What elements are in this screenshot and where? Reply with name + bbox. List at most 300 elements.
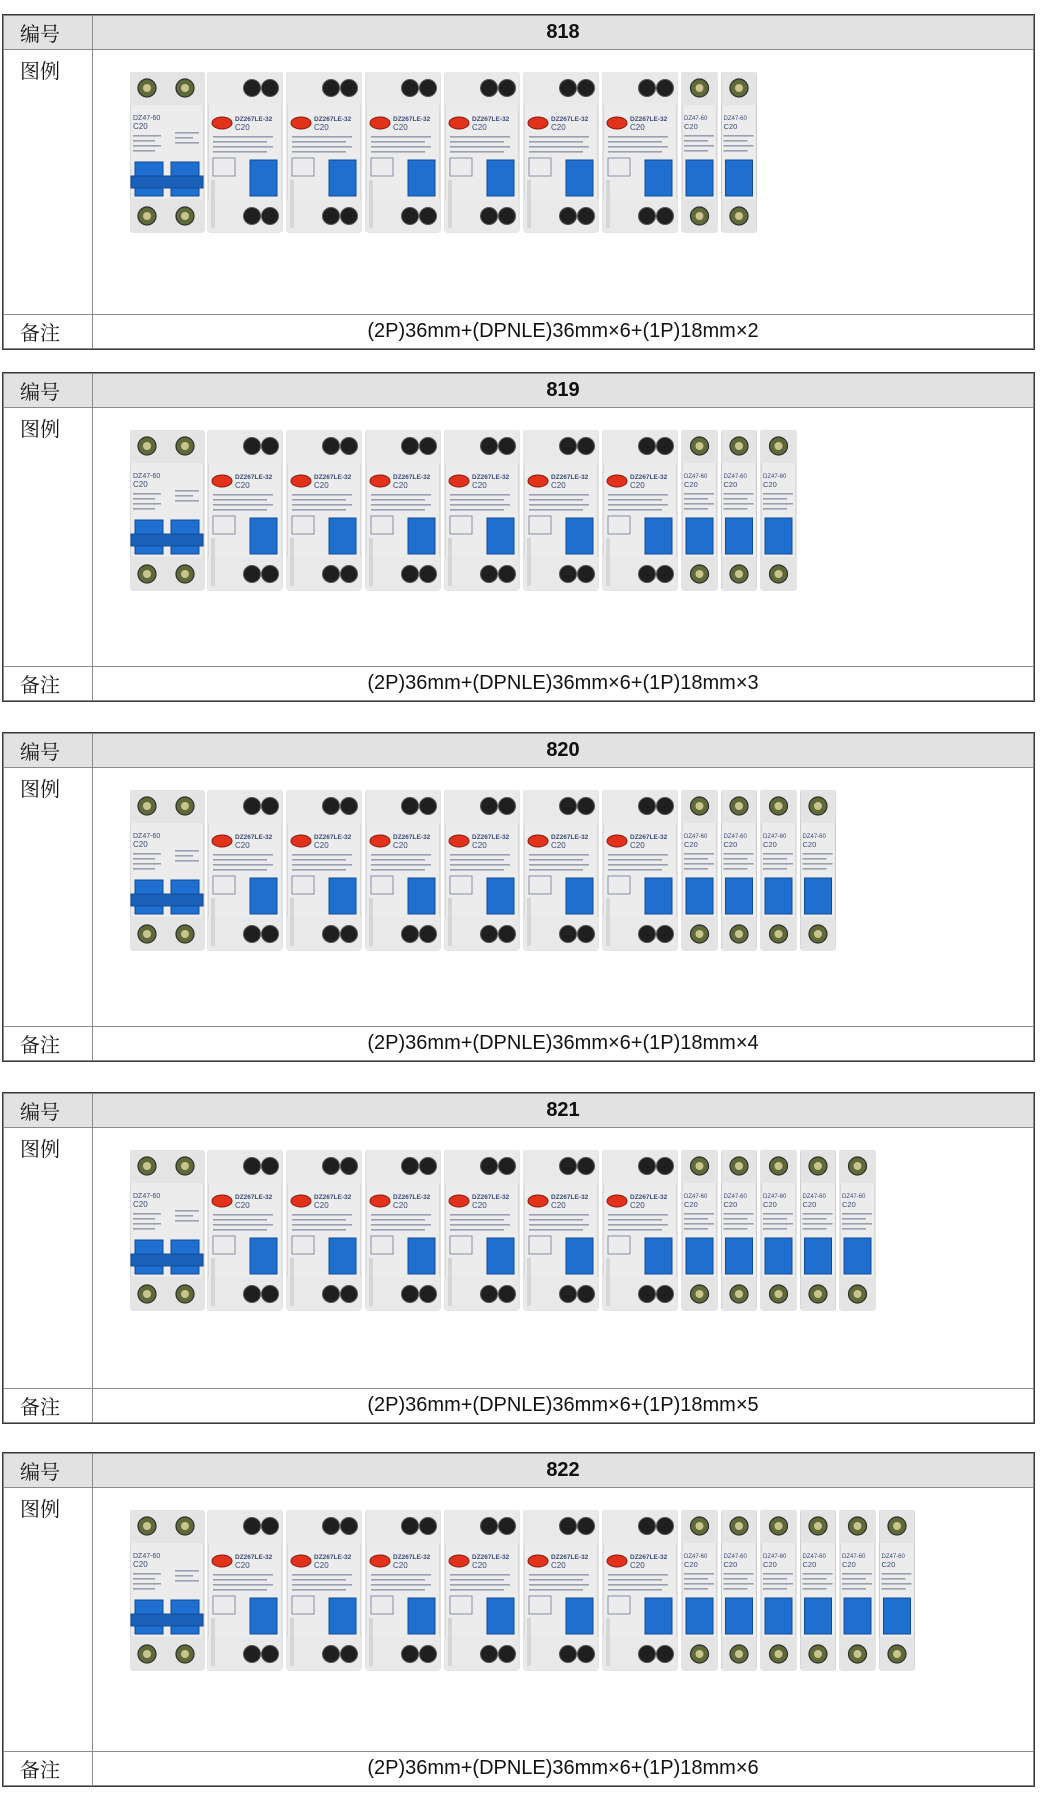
- terminal-screw-icon: [420, 798, 437, 815]
- svg-text:DZ267LE-32: DZ267LE-32: [630, 116, 668, 123]
- handle: [726, 160, 753, 196]
- handle: [805, 1238, 832, 1274]
- breaker-1p: [722, 1510, 757, 1670]
- svg-text:DZ47-60: DZ47-60: [684, 116, 708, 122]
- terminal-screw-icon: [499, 80, 516, 97]
- terminal-screw-icon: [639, 1286, 656, 1303]
- terminal-screw-icon: [402, 926, 419, 943]
- terminal-screw-icon: [481, 1646, 498, 1663]
- breaker-1p: [682, 430, 717, 590]
- svg-text:DZ267LE-32: DZ267LE-32: [314, 1194, 352, 1201]
- svg-text:DZ267LE-32: DZ267LE-32: [393, 834, 431, 841]
- svg-text:C20: C20: [393, 123, 408, 132]
- terminal-screw-icon: [560, 798, 577, 815]
- svg-text:DZ47-60: DZ47-60: [684, 474, 708, 480]
- svg-text:C20: C20: [314, 1561, 329, 1570]
- terminal-screw-icon: [420, 438, 437, 455]
- terminal-screw-icon: [560, 1518, 577, 1535]
- terminal-screw-icon: [639, 208, 656, 225]
- handle: [408, 878, 435, 914]
- svg-text:DZ47-60: DZ47-60: [802, 1554, 826, 1560]
- svg-text:C20: C20: [551, 1201, 566, 1210]
- remark-label: 备注: [4, 315, 93, 349]
- terminal-screw-icon: [402, 1518, 419, 1535]
- number-label: 编号: [4, 1454, 93, 1488]
- breaker-dpnle: [603, 430, 677, 590]
- terminal-screw-icon: [244, 926, 261, 943]
- svg-text:DZ267LE-32: DZ267LE-32: [235, 1194, 273, 1201]
- breaker-dpnle: [524, 1150, 598, 1310]
- svg-text:C20: C20: [763, 840, 777, 849]
- table-number: 819: [93, 374, 1034, 408]
- handle: [844, 1238, 871, 1274]
- terminal-screw-icon: [341, 1646, 358, 1663]
- svg-text:C20: C20: [684, 1560, 698, 1569]
- terminal-screw-icon: [578, 1286, 595, 1303]
- terminal-screw-icon: [323, 1158, 340, 1175]
- terminal-screw-icon: [323, 566, 340, 583]
- test-button-icon: [370, 117, 390, 129]
- terminal-screw-icon: [560, 1286, 577, 1303]
- handle: [645, 1238, 672, 1274]
- breaker-strip-graphic: [130, 1150, 950, 1320]
- svg-text:C20: C20: [763, 1560, 777, 1569]
- svg-text:C20: C20: [630, 123, 645, 132]
- terminal-screw-icon: [639, 1518, 656, 1535]
- terminal-screw-icon: [323, 438, 340, 455]
- svg-text:DZ47-60: DZ47-60: [763, 1554, 787, 1560]
- breaker-1p: [840, 1150, 875, 1310]
- svg-text:DZ47-60: DZ47-60: [133, 833, 161, 840]
- number-label: 编号: [4, 734, 93, 768]
- handle: [726, 1598, 753, 1634]
- svg-text:DZ267LE-32: DZ267LE-32: [393, 1554, 431, 1561]
- terminal-screw-icon: [420, 1158, 437, 1175]
- breaker-1p: [761, 1150, 796, 1310]
- terminal-screw-icon: [323, 1286, 340, 1303]
- terminal-screw-icon: [341, 1158, 358, 1175]
- breaker-dpnle: [208, 430, 282, 590]
- handle: [329, 878, 356, 914]
- breaker-dpnle: [445, 790, 519, 950]
- svg-text:C20: C20: [723, 1200, 738, 1209]
- terminal-screw-icon: [341, 1286, 358, 1303]
- breaker-dpnle: [287, 72, 361, 232]
- test-button-icon: [370, 1195, 390, 1207]
- breaker-strip: [130, 1150, 1033, 1331]
- terminal-screw-icon: [578, 80, 595, 97]
- svg-text:C20: C20: [472, 841, 487, 850]
- svg-text:DZ267LE-32: DZ267LE-32: [472, 1194, 510, 1201]
- svg-text:C20: C20: [472, 123, 487, 132]
- remark-text: (2P)36mm+(DPNLE)36mm×6+(1P)18mm×2: [93, 315, 1034, 349]
- handle: [645, 160, 672, 196]
- breaker-dpnle: [445, 1510, 519, 1670]
- svg-text:C20: C20: [314, 481, 329, 490]
- terminal-screw-icon: [323, 1518, 340, 1535]
- breaker-1p: [761, 790, 796, 950]
- handle-tie-bar: [131, 534, 203, 546]
- test-button-icon: [291, 475, 311, 487]
- spec-table-818: [2, 14, 1035, 350]
- spec-table-822: [2, 1452, 1035, 1787]
- terminal-screw-icon: [244, 1286, 261, 1303]
- svg-text:C20: C20: [235, 123, 250, 132]
- test-button-icon: [291, 1195, 311, 1207]
- terminal-screw-icon: [402, 798, 419, 815]
- legend-cell: [93, 1488, 1034, 1752]
- svg-text:C20: C20: [802, 840, 817, 849]
- breaker-strip: [130, 72, 1033, 253]
- svg-text:C20: C20: [842, 1560, 856, 1569]
- svg-text:C20: C20: [235, 481, 250, 490]
- terminal-screw-icon: [244, 1158, 261, 1175]
- handle: [686, 160, 713, 196]
- handle: [726, 1238, 753, 1274]
- terminal-screw-icon: [481, 438, 498, 455]
- breaker-dpnle: [208, 72, 282, 232]
- handle: [645, 1598, 672, 1634]
- breaker-dpnle: [287, 790, 361, 950]
- terminal-screw-icon: [323, 1646, 340, 1663]
- terminal-screw-icon: [402, 438, 419, 455]
- handle: [645, 518, 672, 554]
- breaker-dpnle: [603, 1150, 677, 1310]
- breaker-dpnle: [287, 430, 361, 590]
- svg-text:C20: C20: [235, 1561, 250, 1570]
- terminal-screw-icon: [578, 1518, 595, 1535]
- handle: [250, 878, 277, 914]
- svg-text:DZ47-60: DZ47-60: [802, 834, 826, 840]
- handle: [487, 1598, 514, 1634]
- terminal-screw-icon: [341, 208, 358, 225]
- svg-text:C20: C20: [314, 841, 329, 850]
- breaker-dpnle: [366, 1510, 440, 1670]
- svg-text:C20: C20: [763, 480, 777, 489]
- svg-text:C20: C20: [393, 841, 408, 850]
- handle: [250, 160, 277, 196]
- svg-text:C20: C20: [723, 122, 738, 131]
- test-button-icon: [212, 117, 232, 129]
- terminal-screw-icon: [420, 1286, 437, 1303]
- breaker-dpnle: [208, 790, 282, 950]
- svg-text:DZ267LE-32: DZ267LE-32: [235, 474, 273, 481]
- svg-text:C20: C20: [630, 841, 645, 850]
- handle: [487, 160, 514, 196]
- handle: [765, 1598, 792, 1634]
- terminal-screw-icon: [578, 438, 595, 455]
- breaker-2p: [130, 790, 204, 950]
- test-button-icon: [370, 835, 390, 847]
- handle: [487, 878, 514, 914]
- terminal-screw-icon: [244, 208, 261, 225]
- breaker-dpnle: [524, 72, 598, 232]
- terminal-screw-icon: [499, 1286, 516, 1303]
- breaker-1p: [722, 1150, 757, 1310]
- svg-text:C20: C20: [393, 1561, 408, 1570]
- handle-tie-bar: [131, 894, 203, 906]
- terminal-screw-icon: [657, 208, 674, 225]
- test-button-icon: [607, 475, 627, 487]
- remark-text: (2P)36mm+(DPNLE)36mm×6+(1P)18mm×5: [93, 1389, 1034, 1423]
- terminal-screw-icon: [499, 926, 516, 943]
- terminal-screw-icon: [657, 438, 674, 455]
- spec-table-819: [2, 372, 1035, 702]
- breaker-dpnle: [445, 72, 519, 232]
- svg-text:DZ47-60: DZ47-60: [763, 1194, 787, 1200]
- breaker-1p: [840, 1510, 875, 1670]
- svg-text:DZ267LE-32: DZ267LE-32: [314, 834, 352, 841]
- breaker-dpnle: [603, 72, 677, 232]
- svg-text:C20: C20: [314, 123, 329, 132]
- legend-cell: [93, 408, 1034, 667]
- handle-tie-bar: [131, 1614, 203, 1626]
- svg-text:DZ267LE-32: DZ267LE-32: [630, 834, 668, 841]
- terminal-screw-icon: [657, 1646, 674, 1663]
- terminal-screw-icon: [262, 1286, 279, 1303]
- handle-tie-bar: [131, 176, 203, 188]
- terminal-screw-icon: [420, 1646, 437, 1663]
- breaker-dpnle: [287, 1510, 361, 1670]
- handle: [329, 518, 356, 554]
- terminal-screw-icon: [402, 1286, 419, 1303]
- legend-cell: [93, 50, 1034, 315]
- terminal-screw-icon: [657, 80, 674, 97]
- svg-text:DZ267LE-32: DZ267LE-32: [393, 1194, 431, 1201]
- svg-text:DZ47-60: DZ47-60: [133, 1193, 161, 1200]
- breaker-dpnle: [603, 1510, 677, 1670]
- handle: [726, 878, 753, 914]
- svg-text:DZ267LE-32: DZ267LE-32: [551, 1194, 589, 1201]
- terminal-screw-icon: [262, 798, 279, 815]
- svg-text:C20: C20: [684, 840, 698, 849]
- terminal-screw-icon: [341, 798, 358, 815]
- terminal-screw-icon: [341, 80, 358, 97]
- terminal-screw-icon: [323, 798, 340, 815]
- legend-label: 图例: [4, 768, 93, 1027]
- svg-text:DZ267LE-32: DZ267LE-32: [235, 834, 273, 841]
- breaker-strip-graphic: [130, 790, 950, 960]
- breaker-strip: [130, 790, 1033, 971]
- svg-text:DZ267LE-32: DZ267LE-32: [314, 474, 352, 481]
- legend-cell: [93, 768, 1034, 1027]
- terminal-screw-icon: [420, 208, 437, 225]
- terminal-screw-icon: [341, 926, 358, 943]
- terminal-screw-icon: [341, 1518, 358, 1535]
- handle: [686, 878, 713, 914]
- handle: [566, 518, 593, 554]
- terminal-screw-icon: [481, 798, 498, 815]
- handle: [250, 518, 277, 554]
- terminal-screw-icon: [244, 1646, 261, 1663]
- svg-text:C20: C20: [551, 841, 566, 850]
- breaker-1p: [722, 430, 757, 590]
- breaker-1p: [801, 1150, 836, 1310]
- test-button-icon: [449, 835, 469, 847]
- svg-text:DZ47-60: DZ47-60: [723, 474, 747, 480]
- terminal-screw-icon: [402, 80, 419, 97]
- terminal-screw-icon: [578, 1646, 595, 1663]
- svg-text:C20: C20: [723, 1560, 738, 1569]
- terminal-screw-icon: [657, 1518, 674, 1535]
- terminal-screw-icon: [481, 1286, 498, 1303]
- terminal-screw-icon: [481, 80, 498, 97]
- breaker-1p: [801, 1510, 836, 1670]
- terminal-screw-icon: [639, 1646, 656, 1663]
- terminal-screw-icon: [560, 208, 577, 225]
- breaker-dpnle: [366, 1150, 440, 1310]
- remark-label: 备注: [4, 1027, 93, 1061]
- terminal-screw-icon: [499, 798, 516, 815]
- svg-text:C20: C20: [472, 1201, 487, 1210]
- breaker-1p: [722, 790, 757, 950]
- terminal-screw-icon: [341, 566, 358, 583]
- terminal-screw-icon: [420, 566, 437, 583]
- test-button-icon: [212, 835, 232, 847]
- test-button-icon: [212, 1195, 232, 1207]
- svg-text:C20: C20: [472, 481, 487, 490]
- terminal-screw-icon: [262, 926, 279, 943]
- svg-text:C20: C20: [684, 1200, 698, 1209]
- terminal-screw-icon: [639, 926, 656, 943]
- terminal-screw-icon: [262, 438, 279, 455]
- terminal-screw-icon: [657, 798, 674, 815]
- svg-text:C20: C20: [842, 1200, 856, 1209]
- breaker-dpnle: [208, 1510, 282, 1670]
- breaker-dpnle: [445, 430, 519, 590]
- remark-text: (2P)36mm+(DPNLE)36mm×6+(1P)18mm×4: [93, 1027, 1034, 1061]
- test-button-icon: [528, 475, 548, 487]
- handle: [805, 878, 832, 914]
- terminal-screw-icon: [244, 1518, 261, 1535]
- handle: [726, 518, 753, 554]
- svg-text:DZ47-60: DZ47-60: [684, 1554, 708, 1560]
- terminal-screw-icon: [402, 566, 419, 583]
- svg-text:DZ267LE-32: DZ267LE-32: [551, 834, 589, 841]
- spec-table-820: [2, 732, 1035, 1062]
- svg-text:DZ267LE-32: DZ267LE-32: [314, 1554, 352, 1561]
- svg-text:C20: C20: [630, 1561, 645, 1570]
- test-button-icon: [607, 835, 627, 847]
- test-button-icon: [291, 1555, 311, 1567]
- svg-text:DZ267LE-32: DZ267LE-32: [630, 474, 668, 481]
- svg-text:C20: C20: [802, 1560, 817, 1569]
- breaker-dpnle: [366, 430, 440, 590]
- svg-text:DZ47-60: DZ47-60: [133, 1553, 161, 1560]
- terminal-screw-icon: [560, 438, 577, 455]
- terminal-screw-icon: [578, 1158, 595, 1175]
- breaker-dpnle: [524, 790, 598, 950]
- svg-text:C20: C20: [551, 481, 566, 490]
- table-number: 821: [93, 1094, 1034, 1128]
- terminal-screw-icon: [560, 80, 577, 97]
- breaker-strip-graphic: [130, 1510, 950, 1680]
- remark-label: 备注: [4, 667, 93, 701]
- svg-text:DZ47-60: DZ47-60: [842, 1554, 866, 1560]
- terminal-screw-icon: [262, 1518, 279, 1535]
- breaker-strip-graphic: [130, 430, 950, 600]
- terminal-screw-icon: [481, 1518, 498, 1535]
- svg-text:DZ267LE-32: DZ267LE-32: [551, 116, 589, 123]
- table-number: 818: [93, 16, 1034, 50]
- terminal-screw-icon: [244, 798, 261, 815]
- svg-text:DZ267LE-32: DZ267LE-32: [235, 116, 273, 123]
- handle: [645, 878, 672, 914]
- svg-text:DZ267LE-32: DZ267LE-32: [393, 474, 431, 481]
- number-label: 编号: [4, 16, 93, 50]
- handle: [487, 518, 514, 554]
- handle: [566, 160, 593, 196]
- terminal-screw-icon: [481, 208, 498, 225]
- terminal-screw-icon: [402, 1158, 419, 1175]
- breaker-dpnle: [208, 1150, 282, 1310]
- breaker-2p: [130, 430, 204, 590]
- svg-text:DZ47-60: DZ47-60: [881, 1554, 905, 1560]
- legend-label: 图例: [4, 408, 93, 667]
- terminal-screw-icon: [262, 1646, 279, 1663]
- svg-text:C20: C20: [763, 1200, 777, 1209]
- terminal-screw-icon: [560, 1158, 577, 1175]
- terminal-screw-icon: [657, 1158, 674, 1175]
- svg-text:DZ267LE-32: DZ267LE-32: [551, 1554, 589, 1561]
- svg-text:C20: C20: [551, 123, 566, 132]
- handle: [408, 1598, 435, 1634]
- svg-text:C20: C20: [551, 1561, 566, 1570]
- handle: [487, 1238, 514, 1274]
- handle: [408, 518, 435, 554]
- terminal-screw-icon: [420, 1518, 437, 1535]
- legend-label: 图例: [4, 1128, 93, 1389]
- test-button-icon: [607, 1555, 627, 1567]
- svg-text:C20: C20: [133, 480, 148, 489]
- breaker-1p: [801, 790, 836, 950]
- terminal-screw-icon: [481, 1158, 498, 1175]
- terminal-screw-icon: [499, 438, 516, 455]
- svg-text:C20: C20: [393, 481, 408, 490]
- svg-text:C20: C20: [235, 841, 250, 850]
- handle: [686, 518, 713, 554]
- terminal-screw-icon: [499, 566, 516, 583]
- terminal-screw-icon: [639, 1158, 656, 1175]
- terminal-screw-icon: [262, 1158, 279, 1175]
- terminal-screw-icon: [639, 438, 656, 455]
- svg-text:DZ267LE-32: DZ267LE-32: [314, 116, 352, 123]
- breaker-2p: [130, 72, 204, 232]
- breaker-dpnle: [366, 72, 440, 232]
- test-button-icon: [607, 117, 627, 129]
- svg-text:C20: C20: [630, 1201, 645, 1210]
- svg-text:DZ267LE-32: DZ267LE-32: [472, 834, 510, 841]
- handle-tie-bar: [131, 1254, 203, 1266]
- handle: [566, 1238, 593, 1274]
- remark-label: 备注: [4, 1389, 93, 1423]
- terminal-screw-icon: [323, 926, 340, 943]
- terminal-screw-icon: [244, 566, 261, 583]
- test-button-icon: [370, 475, 390, 487]
- svg-text:DZ47-60: DZ47-60: [763, 834, 787, 840]
- svg-text:DZ47-60: DZ47-60: [133, 473, 161, 480]
- handle: [805, 1598, 832, 1634]
- terminal-screw-icon: [657, 1286, 674, 1303]
- svg-text:C20: C20: [314, 1201, 329, 1210]
- breaker-dpnle: [445, 1150, 519, 1310]
- svg-text:C20: C20: [133, 1560, 148, 1569]
- breaker-2p: [130, 1150, 204, 1310]
- svg-text:C20: C20: [472, 1561, 487, 1570]
- table-number: 822: [93, 1454, 1034, 1488]
- breaker-1p: [682, 790, 717, 950]
- terminal-screw-icon: [420, 926, 437, 943]
